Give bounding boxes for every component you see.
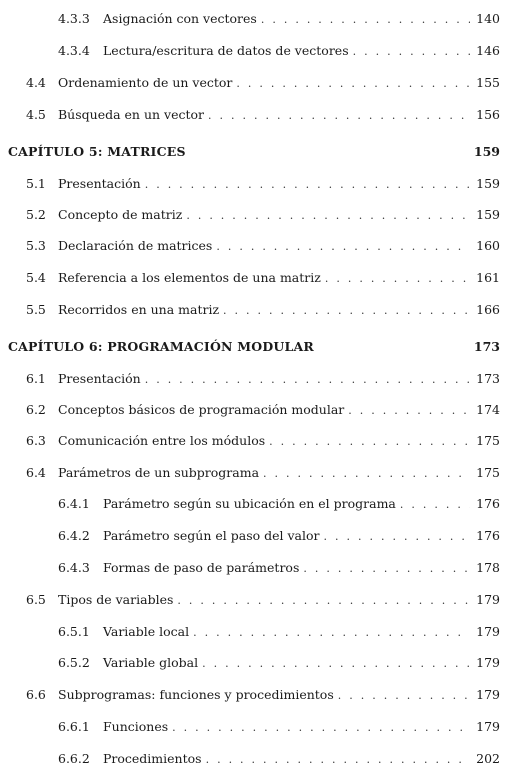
dot-leader xyxy=(202,655,470,673)
toc-page-number: 176 xyxy=(476,496,500,511)
toc-page-number: 166 xyxy=(476,302,500,317)
toc-entry xyxy=(26,301,500,319)
toc-page-number: 179 xyxy=(476,687,500,702)
toc-entry-number: 6.4.1 xyxy=(58,496,90,511)
toc-entry-number: 4.5 xyxy=(26,107,46,122)
toc-entry-title: Declaración de matrices xyxy=(58,238,213,253)
toc-entry-number: 5.2 xyxy=(26,207,46,222)
toc-entry xyxy=(26,237,500,255)
toc-entry-title: Presentación xyxy=(58,371,141,386)
toc-entry xyxy=(26,686,500,704)
toc-entry-title: Comunicación entre los módulos xyxy=(58,433,266,448)
dot-leader xyxy=(223,302,470,320)
toc-entry xyxy=(58,527,500,545)
toc-entry xyxy=(58,718,500,736)
toc-entry-number: 6.5.2 xyxy=(58,655,90,670)
dot-leader xyxy=(400,496,470,514)
toc-page-number: 174 xyxy=(476,402,500,417)
dot-leader xyxy=(325,270,470,288)
toc-page-number: 159 xyxy=(476,176,500,191)
toc-page-number: 159 xyxy=(476,207,500,222)
toc-entry-number: 6.3 xyxy=(26,433,46,448)
toc-page-number: 146 xyxy=(476,43,500,58)
toc-entry-number: 6.5.1 xyxy=(58,624,90,639)
toc-entry-number: 6.4.2 xyxy=(58,528,90,543)
toc-entry-title: Variable global xyxy=(103,655,199,670)
toc-entry xyxy=(26,591,500,609)
toc-entry-title: Parámetro según su ubicación en el programa xyxy=(103,496,396,511)
toc-entry-number: 4.3.4 xyxy=(58,43,90,58)
toc-entry-title: Lectura/escritura de datos de vectores xyxy=(103,43,349,58)
toc-entry xyxy=(26,464,500,482)
toc-page-number: 173 xyxy=(476,371,500,386)
toc-page-number: 179 xyxy=(476,592,500,607)
dot-leader xyxy=(236,75,470,93)
toc-page-number: 179 xyxy=(476,719,500,734)
dot-leader xyxy=(208,107,470,125)
dot-leader xyxy=(263,465,470,483)
toc-page-number: 140 xyxy=(476,11,500,26)
toc-page-number: 179 xyxy=(476,655,500,670)
toc-entry xyxy=(58,495,500,513)
toc-entry xyxy=(26,74,500,92)
toc-entry-title: Parámetros de un subprograma xyxy=(58,465,260,480)
dot-leader xyxy=(193,624,470,642)
toc-entry-number: 6.6 xyxy=(26,687,46,702)
toc-entry-number: 5.4 xyxy=(26,270,46,285)
dot-leader xyxy=(303,560,470,578)
toc-entry-number: 6.4 xyxy=(26,465,46,480)
toc-page-number: 176 xyxy=(476,528,500,543)
dot-leader xyxy=(348,402,470,420)
dot-leader xyxy=(269,433,470,451)
toc-entry xyxy=(26,206,500,224)
toc-entry xyxy=(58,559,500,577)
toc-entry-title: Parámetro según el paso del valor xyxy=(103,528,320,543)
dot-leader xyxy=(353,43,470,61)
toc-entry-number: 4.3.3 xyxy=(58,11,90,26)
toc-chapter-heading xyxy=(8,338,500,356)
toc-entry xyxy=(26,432,500,450)
toc-page-number: 202 xyxy=(476,751,500,766)
toc-entry-title: Variable local xyxy=(103,624,190,639)
dot-leader xyxy=(338,687,470,705)
toc-page-number: 175 xyxy=(476,465,500,480)
toc-page-number: 159 xyxy=(473,144,500,159)
toc-entry xyxy=(26,401,500,419)
toc-entry-title: Recorridos en una matriz xyxy=(58,302,220,317)
toc-page-number: 161 xyxy=(476,270,500,285)
toc-entry-number: 6.1 xyxy=(26,371,46,386)
toc-entry xyxy=(58,10,500,28)
dot-leader xyxy=(261,11,470,29)
toc-page-number: 178 xyxy=(476,560,500,575)
toc-entry xyxy=(58,654,500,672)
toc-entry-title: Conceptos básicos de programación modular xyxy=(58,402,345,417)
toc-entry-number: 5.3 xyxy=(26,238,46,253)
toc-entry-title: Formas de paso de parámetros xyxy=(103,560,300,575)
toc-entry xyxy=(26,370,500,388)
toc-entry xyxy=(26,106,500,124)
toc-page-number: 160 xyxy=(476,238,500,253)
toc-page-number: 156 xyxy=(476,107,500,122)
toc-entry-title: Referencia a los elementos de una matriz xyxy=(58,270,321,285)
dot-leader xyxy=(145,371,470,389)
toc-entry-number: 6.6.1 xyxy=(58,719,90,734)
toc-page-number: 179 xyxy=(476,624,500,639)
toc-page-number: 155 xyxy=(476,75,500,90)
toc-entry-title: Funciones xyxy=(103,719,169,734)
toc-chapter-heading xyxy=(8,143,500,161)
toc-entry-title: Procedimientos xyxy=(103,751,202,766)
toc-entry-title: Concepto de matriz xyxy=(58,207,183,222)
toc-entry-title: Asignación con vectores xyxy=(103,11,257,26)
toc-entry-title: Ordenamiento de un vector xyxy=(58,75,233,90)
toc-entry-number: 6.4.3 xyxy=(58,560,90,575)
toc-entry-number: 6.6.2 xyxy=(58,751,90,766)
toc-entry-title: Subprogramas: funciones y procedimientos xyxy=(58,687,334,702)
dot-leader xyxy=(216,238,470,256)
dot-leader xyxy=(206,751,470,769)
toc-entry-number: 5.5 xyxy=(26,302,46,317)
dot-leader xyxy=(186,207,470,225)
toc-page-number: 175 xyxy=(476,433,500,448)
toc-entry-number: 6.5 xyxy=(26,592,46,607)
toc-entry-number: 6.2 xyxy=(26,402,46,417)
dot-leader xyxy=(145,176,470,194)
toc-entry xyxy=(58,623,500,641)
toc-entry-title: CAPÍTULO 6: PROGRAMACIÓN MODULAR xyxy=(8,339,314,354)
toc-entry-number: 4.4 xyxy=(26,75,46,90)
toc-entry xyxy=(58,42,500,60)
dot-leader xyxy=(324,528,471,546)
toc-entry-title: Tipos de variables xyxy=(58,592,174,607)
toc-entry-title: Búsqueda en un vector xyxy=(58,107,205,122)
toc-entry xyxy=(26,269,500,287)
toc-entry-title: CAPÍTULO 5: MATRICES xyxy=(8,144,186,159)
dot-leader xyxy=(177,592,470,610)
toc-page-number: 173 xyxy=(473,339,500,354)
toc-entry-title: Presentación xyxy=(58,176,141,191)
toc-entry xyxy=(58,750,500,768)
dot-leader xyxy=(172,719,470,737)
toc-entry xyxy=(26,175,500,193)
toc-entry-number: 5.1 xyxy=(26,176,46,191)
